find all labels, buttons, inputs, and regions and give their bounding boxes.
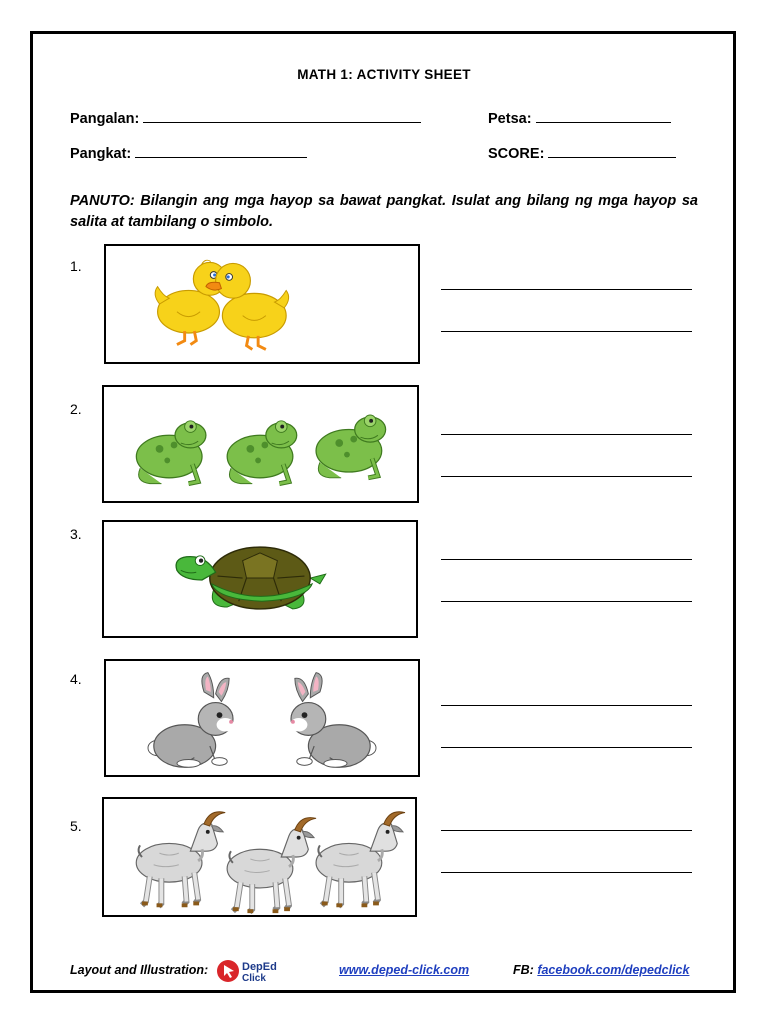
answer-line-4b[interactable] (441, 747, 692, 748)
goat-icon (227, 818, 316, 913)
item-picture-4 (104, 659, 420, 777)
frog-icon (227, 421, 297, 484)
answer-line-2a[interactable] (441, 434, 692, 435)
rabbit-icon (290, 673, 376, 768)
answer-line-4a[interactable] (441, 705, 692, 706)
fb-link[interactable]: facebook.com/depedclick (537, 963, 690, 977)
fb-label: FB: (513, 963, 534, 977)
item-number-3: 3. (70, 526, 82, 542)
answer-line-2b[interactable] (441, 476, 692, 477)
ducks-illustration (106, 246, 418, 362)
goat-icon (316, 812, 405, 907)
item-picture-1 (104, 244, 420, 364)
instructions-label: PANUTO (70, 193, 130, 209)
frog-icon (316, 415, 386, 478)
name-field[interactable] (70, 110, 421, 127)
item-picture-3 (102, 520, 418, 638)
fb-section (513, 963, 689, 977)
answer-line-3b[interactable] (441, 601, 692, 602)
page-title: MATH 1: ACTIVITY SHEET (297, 67, 471, 82)
answer-line-1b[interactable] (441, 331, 692, 332)
answer-line-5b[interactable] (441, 872, 692, 873)
deped-click-logo (216, 958, 306, 984)
group-field[interactable] (70, 145, 307, 162)
name-label: Pangalan: (70, 111, 140, 127)
item-number-2: 2. (70, 401, 82, 417)
turtle-illustration (104, 522, 416, 636)
date-blank[interactable] (536, 110, 671, 123)
rabbits-illustration (106, 661, 418, 775)
frogs-illustration (104, 387, 417, 501)
svg-text:Click: Click (242, 973, 266, 984)
answer-line-1a[interactable] (441, 289, 692, 290)
score-blank[interactable] (548, 145, 676, 158)
group-blank[interactable] (135, 145, 307, 158)
answer-line-5a[interactable] (441, 830, 692, 831)
turtle-icon (176, 547, 326, 609)
instructions-text: : Bilangin ang mga hayop sa bawat pangkat. Isulat ang bilang ng mga hayop sa salita at tambilang o simbolo. (70, 193, 698, 230)
goat-icon (136, 812, 225, 907)
item-picture-5 (102, 797, 417, 917)
footer-layout-label: Layout and Illustration: (70, 963, 209, 977)
svg-text:DepEd: DepEd (242, 961, 277, 973)
item-picture-2 (102, 385, 419, 503)
frog-icon (136, 421, 206, 484)
answer-line-3a[interactable] (441, 559, 692, 560)
date-field[interactable] (488, 110, 671, 127)
rabbit-icon (148, 673, 234, 768)
date-label: Petsa: (488, 111, 532, 127)
item-number-4: 4. (70, 671, 82, 687)
item-number-1: 1. (70, 258, 82, 274)
instructions (70, 191, 698, 233)
item-number-5: 5. (70, 818, 82, 834)
website-link[interactable]: www.deped-click.com (339, 963, 470, 977)
name-blank[interactable] (143, 110, 421, 123)
score-field[interactable] (488, 145, 676, 162)
goats-illustration (104, 799, 415, 915)
score-label: SCORE: (488, 146, 545, 162)
group-label: Pangkat: (70, 146, 132, 162)
